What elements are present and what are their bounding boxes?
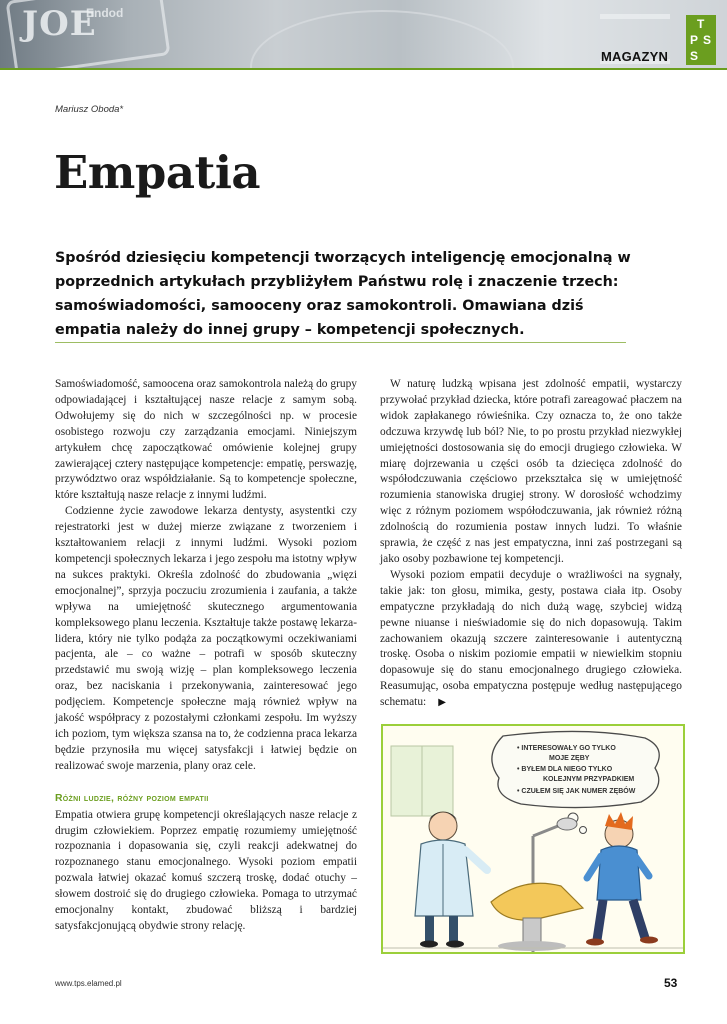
left-column: [55, 377, 357, 935]
paragraph: Codzienne życie zawodowe lekarza dentysty, asystentki czy rejestratorki jest w dużej mierze związane z tworzeniem i kształtowaniem relacji z innymi ludźmi. Wysoki poziom kompetencji społecznych lekarza i jego zespołu ma istotny wpływ na sukces praktyki. Określa zdolność do zbudowania „więzi emocjonalnej”, sprzyja poczuciu zrozumienia i zaufania, a także wpływa na umiejętność skutecznego argumentowania kompleksowego planu leczenia. Kształtuje także postawę lekarza-lidera, który nie tylko podąża za początkowymi oczekiwaniami pacjenta, ale – co ważne – potrafi w sposób skuteczny przedstawić mu swoją wizję – plan kompleksowego leczenia oraz, bez naciskania i przekonywania, zainteresować jego podjęciem. Kompetencje społeczne mają również wpływ na jakość współpracy z pozostałymi członkami zespołu. Im wyższy ich poziom, tym większa szansa na to, że codzienna praca lekarza będzie przynosiła mu więcej satysfakcji i łatwiej będzie on realizować swoje marzenia, plany oraz cele.: [55, 505, 357, 772]
page-number: 53: [664, 976, 678, 990]
header-rule: [0, 68, 727, 70]
tps-logo: [686, 15, 716, 65]
dentist-head: [429, 812, 457, 840]
logo-letter: S: [703, 33, 712, 47]
paragraph: [380, 568, 682, 711]
logo-letter: P: [690, 33, 699, 47]
banner-decoration-subtext: Endod: [86, 6, 124, 20]
lead-divider: [55, 342, 626, 343]
section-label: MAGAZYN: [601, 49, 669, 64]
banner-decoration-text: JOE: [22, 4, 97, 44]
cartoon-drawing: [383, 726, 683, 952]
paragraph-text: Wysoki poziom empatii decyduje o wrażliwości na sygnały, takie jak: ton głosu, mimika, gesty, postawa ciała itp. Osoby empatyczne przykładają do nich dużą wagę, szybciej widzą pewne niuanse i nieświadomie się do nich dopasowują. Takim zachowaniem okazują szczere zainteresowanie i autentyczną troskę. Osoba o niskim poziomie empatii w niewielkim stopniu dopasowuje się do stanu emocjonalnego drugiego człowieka. Reasumując, osoba empatyczna postępuje według następującego schematu:: [380, 568, 682, 709]
article-lead: Spośród dziesięciu kompetencji tworzących inteligencję emocjonalną w poprzednich artykułach przybliżyłem Państwu rolę i znaczenie trzech: samoświadomości, samooceny oraz samokontroli. Omawiana dziś empatia należy do innej grupy – kompetencji społecznych.: [55, 250, 631, 338]
footer-url: www.tps.elamed.pl: [55, 979, 122, 988]
continue-arrow-icon: ▶: [438, 697, 446, 709]
banner-decoration-arc: [250, 10, 514, 68]
thought-line: • BYŁEM DLA NIEGO TYLKO: [517, 766, 613, 773]
paragraph: Samoświadomość, samoocena oraz samokontrola należą do grupy odpowiadającej i kształtującej nasze relacje z samym sobą. Odwołujemy się do nich w szczególności np. w procesie osobistego rozwoju czy zarządzania emocjami. Niniejszym artykułem chcę zapoczątkować omówienie kolejnej grupy zawierającej cztery następujące kompetencje: empatię, perswazję, przywództwo oraz współdziałanie. Są to kompetencje społeczne, które kształtują nasze relacje z innymi ludźmi.: [55, 378, 357, 502]
paragraph: Empatia otwiera grupę kompetencji określających nasze relacje z drugim człowiekiem. Poprzez empatię rozumiemy umiejętność rozpoznania i dopasowania się, czyli reakcji adekwatnej do rozpoznanego stanu emocjonalnego. Wysoki poziom empatii pozwala łatwiej okazać komuś szczerą troskę, dodać otuchy – słowem dostroić się do drugiego człowieka. Pomaga to utrzymać emocjonalny kontakt, zbudować bliższą i bardziej satysfakcjonującą obydwie strony relację.: [55, 808, 357, 932]
cartoon-illustration: [381, 724, 685, 954]
paragraph: W naturę ludzką wpisana jest zdolność empatii, wystarczy przywołać przykład dziecka, które potrafi zareagować płaczem na widok zapłakanego rówieśnika. Czy oznacza to, że ono także odczuwa krzywdę lub ból? Nie, to po prostu przykład niezwykłej umiejętności dostosowania się do emocji drugiego człowieka. W miarę dojrzewania u części osób ta dziecięca zdolność do współodczuwania częściowo przekształca się w umiejętność rozumienia stanowiska drugiej strony. W dorosłość wchodzimy więc z różnym poziomem współodczuwania, jak również różną zdolnością do rozumienia postaw innych ludzi. To właśnie sprawia, że część z nas jest empatyczna, inni zaś postrzegani są jako osoby pozbawione tej kompetencji.: [380, 378, 682, 565]
dental-lamp: [557, 818, 577, 830]
article-title: Empatia: [54, 146, 261, 199]
thought-line: MOJE ZĘBY: [549, 755, 590, 762]
thought-line: • INTERESOWAŁY GO TYLKO: [517, 745, 616, 752]
thought-line: • CZUŁEM SIĘ JAK NUMER ZĘBÓW: [517, 788, 636, 795]
right-column: [380, 377, 682, 711]
logo-letter: T: [697, 17, 705, 31]
author-name: Mariusz Oboda*: [55, 104, 124, 115]
logo-letter: S: [690, 49, 699, 63]
section-heading: Różni ludzie, różny poziom empatii: [55, 792, 209, 804]
thought-line: KOLEJNYM PRZYPADKIEM: [543, 776, 635, 783]
